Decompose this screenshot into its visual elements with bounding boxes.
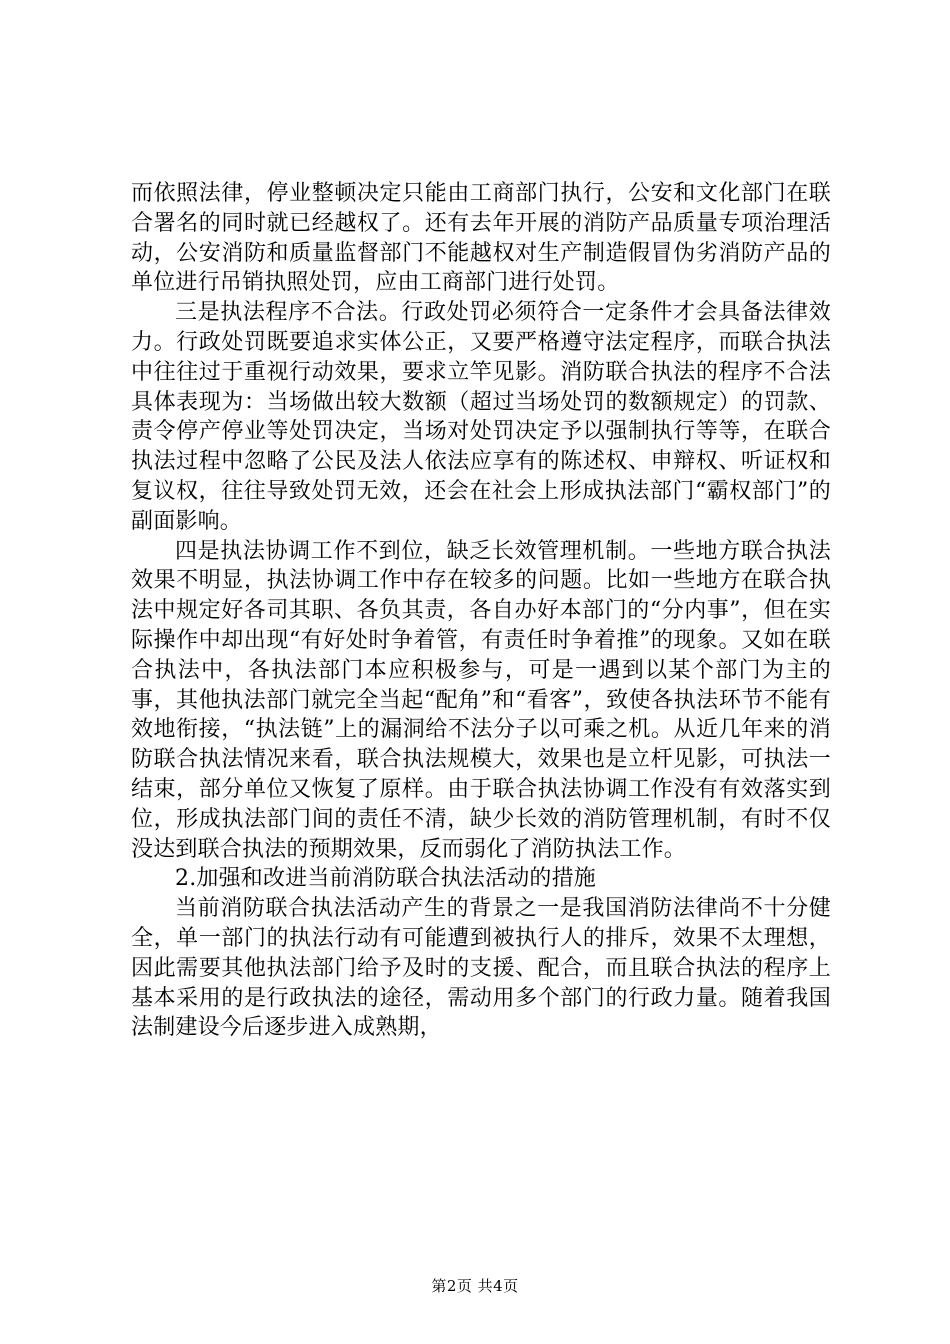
paragraph-1: 而依照法律，停业整顿决定只能由工商部门执行，公安和文化部门在联合署名的同时就已经越权了。还有去年开展的消防产品质量专项治理活动，公安消防和质量监督部门不能越权对生产制造假冒伪劣消防产品的单位进行吊销执照处罚，应由工商部门进行处罚。 (131, 181, 831, 296)
page-number-footer: 第2页 共4页 (431, 1277, 519, 1295)
paragraph-4: 当前消防联合执法活动产生的背景之一是我国消防法律尚不十分健全，单一部门的执法行动有可能遭到被执行人的排斥，效果不太理想，因此需要其他执法部门给予及时的支援、配合，而且联合执法的程序上基本采用的是行政执法的途径，需动用多个部门的行政力量。随着我国法制建设今后逐步进入成熟期， (131, 896, 831, 1041)
paragraph-3: 四是执法协调工作不到位，缺乏长效管理机制。一些地方联合执法效果不明显，执法协调工作中存在较多的问题。比如一些地方在联合执法中规定好各司其职、各负其责，各自办好本部门的“分内事”，但在实际操作中却出现“有好处时争着管，有责任时争着推”的现象。又如在联合执法中，各执法部门本应积极参与，可是一遇到以某个部门为主的事，其他执法部门就完全当起“配角”和“看客”，致使各执法环节不能有效地衔接，“执法链”上的漏洞给不法分子以可乘之机。从近几年来的消防联合执法情况来看，联合执法规模大，效果也是立杆见影，可执法一结束，部分单位又恢复了原样。由于联合执法协调工作没有有效落实到位，形成执法部门间的责任不清，缺少长效的消防管理机制，有时不仅没达到联合执法的预期效果，反而弱化了消防执法工作。 (131, 538, 831, 862)
document-body (131, 179, 831, 1043)
section-heading: 2.加强和改进当前消防联合执法活动的措施 (175, 866, 596, 892)
paragraph-2: 三是执法程序不合法。行政处罚必须符合一定条件才会具备法律效力。行政处罚既要追求实体公正，又要严格遵守法定程序，而联合执法中往往过于重视行动效果，要求立竿见影。消防联合执法的程序不合法具体表现为：当场做出较大数额（超过当场处罚的数额规定）的罚款、责令停产停业等处罚决定，当场对处罚决定予以强制执行等等，在联合执法过程中忽略了公民及法人依法应享有的陈述权、申辩权、听证权和复议权，往往导致处罚无效，还会在社会上形成执法部门“霸权部门”的副面影响。 (131, 300, 831, 534)
